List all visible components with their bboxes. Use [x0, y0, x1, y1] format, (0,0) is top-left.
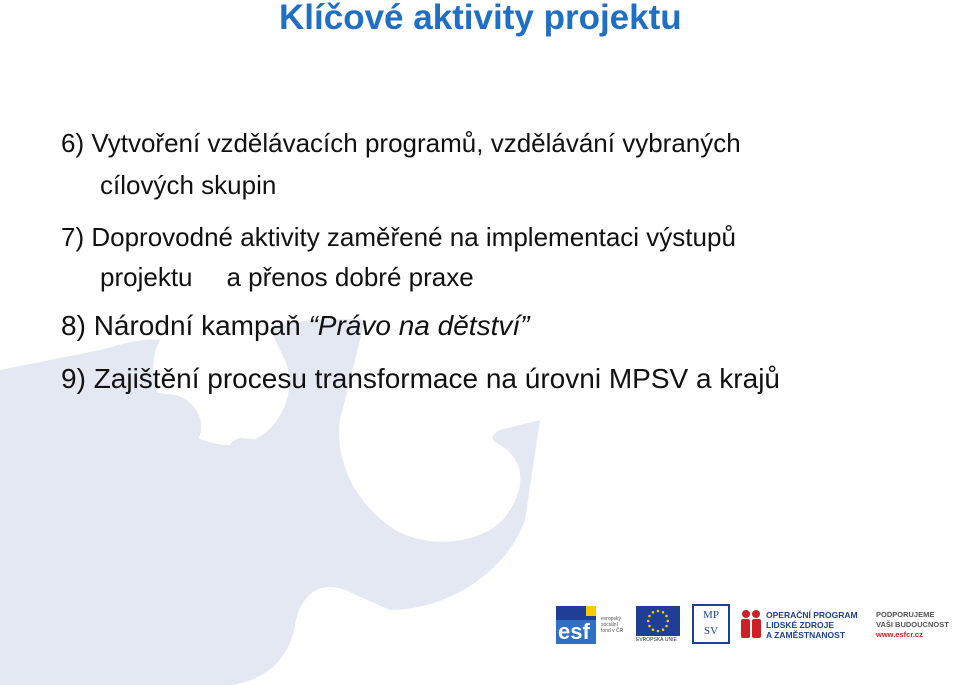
item-quote: “Právo na dětství”: [308, 310, 530, 341]
item-text: Národní kampaň: [93, 310, 301, 341]
esf-mark: esf: [558, 619, 590, 644]
eu-caption: EVROPSKÁ UNIE: [636, 637, 677, 643]
mpsv-logo: MP SV: [692, 604, 730, 644]
list-item-7: [61, 222, 736, 252]
esf-logo: [556, 606, 634, 644]
footer-logos: [556, 604, 960, 644]
item-text: Doprovodné aktivity zaměřené na implementaci výstupů: [91, 222, 736, 252]
item-text: projektu: [100, 262, 193, 292]
item-number: 6): [61, 128, 85, 158]
eu-flag-icon: [636, 606, 680, 636]
item-text: Zajištění procesu transformace na úrovni MPSV a krajů: [93, 363, 780, 394]
esf-caption: evropský sociální fond v ČR: [601, 616, 624, 634]
list-item-6: [61, 128, 741, 158]
oplzz-people-icon: [738, 608, 764, 640]
item-number: 9): [61, 363, 86, 394]
oplzz-logo-text: OPERAČNÍ PROGRAM LIDSKÉ ZDROJE A ZAMĚSTNANOST: [766, 610, 858, 640]
item-text: cílových skupin: [100, 170, 277, 200]
support-url: www.esfcr.cz: [876, 630, 923, 639]
list-item-8: [61, 311, 529, 341]
slide-title: Klíčové aktivity projektu: [279, 0, 682, 37]
item-number: 8): [61, 310, 86, 341]
list-item-7-continuation: [100, 262, 474, 292]
support-slogan: PODPORUJEME VAŠI BUDOUCNOST www.esfcr.cz: [876, 610, 949, 639]
list-item-6-continuation: [100, 170, 276, 200]
item-text: a přenos dobré praxe: [226, 262, 474, 292]
item-number: 7): [61, 222, 85, 252]
item-text: Vytvoření vzdělávacích programů, vzdělávání vybraných: [91, 128, 741, 158]
list-item-9: [61, 364, 780, 394]
